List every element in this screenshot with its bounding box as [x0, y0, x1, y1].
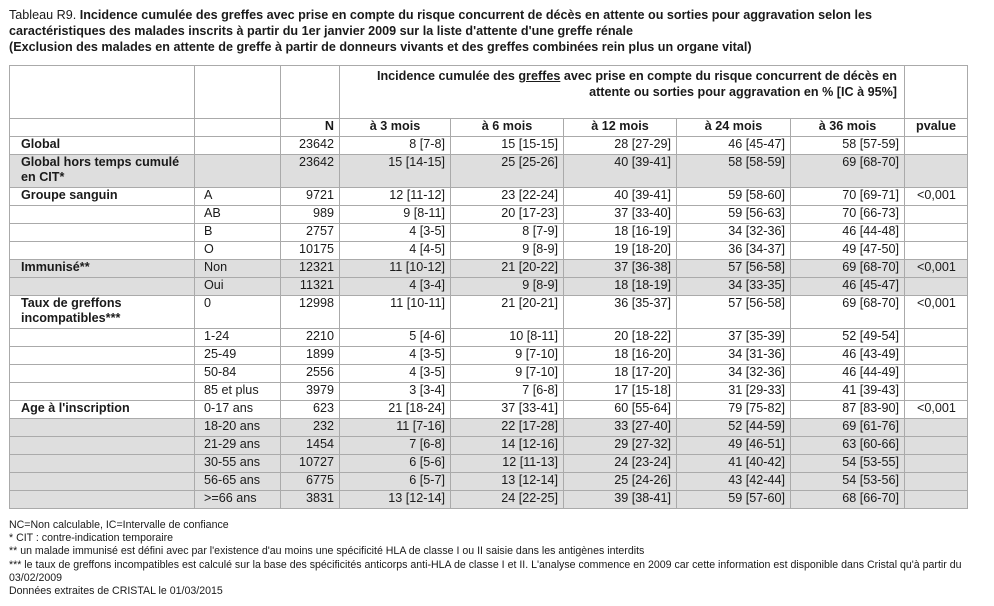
col-header-36-mois: à 36 mois [791, 119, 905, 137]
row-label [10, 329, 195, 347]
cell-6-mois: 21 [20-22] [451, 260, 564, 278]
table-row [10, 437, 968, 455]
cell-pvalue [905, 347, 968, 365]
cell-3-mois: 5 [4-6] [340, 329, 451, 347]
footnote: *** le taux de greffons incompatibles est calculé sur la base des spécificités anticorps anti-HLA de classe I et II. L'analyse commence en 2009 car cette information est disponible dans Cristal qu'à partir du 03/02/2009 [9, 558, 962, 584]
incidence-table [9, 65, 968, 509]
cell-6-mois: 10 [8-11] [451, 329, 564, 347]
cell-36-mois: 69 [68-70] [791, 260, 905, 278]
cell-n: 23642 [281, 137, 340, 155]
table-row [10, 206, 968, 224]
table-body [10, 137, 968, 509]
table-row [10, 296, 968, 329]
cell-12-mois: 18 [17-20] [564, 365, 677, 383]
cell-pvalue [905, 206, 968, 224]
cell-3-mois: 4 [3-4] [340, 278, 451, 296]
cell-24-mois: 34 [32-36] [677, 224, 791, 242]
table-row [10, 455, 968, 473]
cell-3-mois: 7 [6-8] [340, 437, 451, 455]
table-row [10, 383, 968, 401]
cell-n: 12998 [281, 296, 340, 329]
row-sublabel: 1-24 [195, 329, 281, 347]
row-sublabel: O [195, 242, 281, 260]
cell-24-mois: 37 [35-39] [677, 329, 791, 347]
cell-12-mois: 40 [39-41] [564, 188, 677, 206]
cell-6-mois: 15 [15-15] [451, 137, 564, 155]
table-row [10, 473, 968, 491]
cell-24-mois: 34 [31-36] [677, 347, 791, 365]
cell-n: 989 [281, 206, 340, 224]
cell-n: 9721 [281, 188, 340, 206]
cell-24-mois: 43 [42-44] [677, 473, 791, 491]
cell-n: 3979 [281, 383, 340, 401]
cell-n: 2210 [281, 329, 340, 347]
table-caption: Incidence cumulée des greffes avec prise en compte du risque concurrent de décès en attente ou sorties pour aggravation en % [IC à 95%] [340, 66, 905, 119]
cell-n: 12321 [281, 260, 340, 278]
row-sublabel: 50-84 [195, 365, 281, 383]
cell-12-mois: 17 [15-18] [564, 383, 677, 401]
cell-3-mois: 9 [8-11] [340, 206, 451, 224]
cell-pvalue [905, 155, 968, 188]
cell-n: 3831 [281, 491, 340, 509]
cell-3-mois: 11 [10-12] [340, 260, 451, 278]
header-row [10, 119, 968, 137]
cell-36-mois: 46 [44-48] [791, 224, 905, 242]
table-row [10, 365, 968, 383]
footnotes [9, 519, 984, 598]
table-row [10, 260, 968, 278]
cell-24-mois: 58 [58-59] [677, 155, 791, 188]
cell-3-mois: 4 [3-5] [340, 224, 451, 242]
source-note: Données extraites de CRISTAL le 01/03/2015 [9, 585, 223, 598]
cell-3-mois: 6 [5-6] [340, 455, 451, 473]
col-header-3-mois: à 3 mois [340, 119, 451, 137]
cell-36-mois: 41 [39-43] [791, 383, 905, 401]
cell-n: 1899 [281, 347, 340, 365]
row-sublabel: Oui [195, 278, 281, 296]
table-row [10, 188, 968, 206]
table-row [10, 242, 968, 260]
table-title [9, 7, 984, 55]
row-label [10, 365, 195, 383]
cell-3-mois: 12 [11-12] [340, 188, 451, 206]
col-header-6-mois: à 6 mois [451, 119, 564, 137]
cell-36-mois: 46 [43-49] [791, 347, 905, 365]
row-label: Immunisé** [10, 260, 195, 278]
cell-pvalue [905, 455, 968, 473]
cell-n: 10175 [281, 242, 340, 260]
header-caption-row [10, 66, 968, 119]
cell-n: 6775 [281, 473, 340, 491]
cell-pvalue [905, 491, 968, 509]
cell-pvalue [905, 365, 968, 383]
table-row [10, 155, 968, 188]
cell-36-mois: 70 [69-71] [791, 188, 905, 206]
footnote: ** un malade immunisé est défini avec par l'existence d'au moins une spécificité HLA de classe I ou II saisie dans les antigènes interdits [9, 545, 645, 558]
cell-36-mois: 54 [53-56] [791, 473, 905, 491]
row-sublabel: A [195, 188, 281, 206]
row-sublabel: 85 et plus [195, 383, 281, 401]
cell-12-mois: 39 [38-41] [564, 491, 677, 509]
cell-24-mois: 36 [34-37] [677, 242, 791, 260]
row-label [10, 473, 195, 491]
cell-pvalue [905, 242, 968, 260]
table-row [10, 401, 968, 419]
cell-6-mois: 9 [7-10] [451, 347, 564, 365]
cell-12-mois: 25 [24-26] [564, 473, 677, 491]
cell-24-mois: 34 [33-35] [677, 278, 791, 296]
title-line-2: caractéristiques des malades inscrits à partir du 1er janvier 2009 sur la liste d'attente d'une greffe rénale [9, 24, 634, 38]
cell-6-mois: 20 [17-23] [451, 206, 564, 224]
title-line-3: (Exclusion des malades en attente de greffe à partir de donneurs vivants et des greffes combinées rein plus un organe vital) [9, 40, 752, 54]
cell-24-mois: 59 [56-63] [677, 206, 791, 224]
cell-3-mois: 11 [7-16] [340, 419, 451, 437]
cell-3-mois: 4 [3-5] [340, 347, 451, 365]
cell-3-mois: 6 [5-7] [340, 473, 451, 491]
row-label [10, 347, 195, 365]
cell-36-mois: 70 [66-73] [791, 206, 905, 224]
row-sublabel: B [195, 224, 281, 242]
cell-pvalue: <0,001 [905, 188, 968, 206]
cell-6-mois: 14 [12-16] [451, 437, 564, 455]
cell-12-mois: 18 [16-19] [564, 224, 677, 242]
row-label [10, 242, 195, 260]
cell-pvalue: <0,001 [905, 260, 968, 278]
cell-3-mois: 4 [4-5] [340, 242, 451, 260]
col-header-n: N [281, 119, 340, 137]
cell-n: 10727 [281, 455, 340, 473]
row-label: Groupe sanguin [10, 188, 195, 206]
cell-24-mois: 59 [58-60] [677, 188, 791, 206]
table-row [10, 419, 968, 437]
col-header-12-mois: à 12 mois [564, 119, 677, 137]
cell-36-mois: 69 [68-70] [791, 296, 905, 329]
footnote: * CIT : contre-indication temporaire [9, 532, 174, 545]
cell-n: 623 [281, 401, 340, 419]
empty-header-cell [195, 119, 281, 137]
cell-24-mois: 49 [46-51] [677, 437, 791, 455]
cell-6-mois: 8 [7-9] [451, 224, 564, 242]
cell-12-mois: 40 [39-41] [564, 155, 677, 188]
empty-header-cell [10, 119, 195, 137]
cell-6-mois: 9 [8-9] [451, 242, 564, 260]
row-label [10, 455, 195, 473]
cell-pvalue [905, 419, 968, 437]
row-label [10, 224, 195, 242]
cell-n: 11321 [281, 278, 340, 296]
table-row [10, 329, 968, 347]
cell-24-mois: 57 [56-58] [677, 296, 791, 329]
row-sublabel: 25-49 [195, 347, 281, 365]
cell-pvalue [905, 473, 968, 491]
row-sublabel [195, 137, 281, 155]
cell-pvalue [905, 224, 968, 242]
cell-3-mois: 21 [18-24] [340, 401, 451, 419]
cell-36-mois: 46 [44-49] [791, 365, 905, 383]
row-sublabel [195, 155, 281, 188]
row-label: Taux de greffons incompatibles*** [10, 296, 195, 329]
footnote: NC=Non calculable, IC=Intervalle de confiance [9, 519, 229, 531]
table-row [10, 137, 968, 155]
title-text-1: Incidence cumulée des greffes avec prise en compte du risque concurrent de décès en attente ou sorties pour aggravation selon les [79, 8, 872, 22]
cell-36-mois: 63 [60-66] [791, 437, 905, 455]
cell-24-mois: 57 [56-58] [677, 260, 791, 278]
cell-24-mois: 59 [57-60] [677, 491, 791, 509]
cell-12-mois: 19 [18-20] [564, 242, 677, 260]
row-sublabel: AB [195, 206, 281, 224]
cell-3-mois: 3 [3-4] [340, 383, 451, 401]
row-label [10, 419, 195, 437]
cell-12-mois: 29 [27-32] [564, 437, 677, 455]
col-header-24-mois: à 24 mois [677, 119, 791, 137]
row-label: Global hors temps cumulé en CIT* [10, 155, 195, 188]
cell-12-mois: 33 [27-40] [564, 419, 677, 437]
row-label [10, 278, 195, 296]
cell-n: 2556 [281, 365, 340, 383]
table-number: Tableau R9. [9, 8, 77, 22]
cell-pvalue [905, 278, 968, 296]
cell-pvalue [905, 329, 968, 347]
cell-12-mois: 36 [35-37] [564, 296, 677, 329]
cell-12-mois: 20 [18-22] [564, 329, 677, 347]
cell-6-mois: 7 [6-8] [451, 383, 564, 401]
cell-12-mois: 28 [27-29] [564, 137, 677, 155]
table-row [10, 347, 968, 365]
cell-pvalue [905, 383, 968, 401]
cell-pvalue [905, 137, 968, 155]
cell-pvalue [905, 437, 968, 455]
table-row [10, 224, 968, 242]
cell-6-mois: 37 [33-41] [451, 401, 564, 419]
cell-36-mois: 69 [68-70] [791, 155, 905, 188]
cell-36-mois: 87 [83-90] [791, 401, 905, 419]
cell-n: 2757 [281, 224, 340, 242]
row-sublabel: Non [195, 260, 281, 278]
cell-n: 232 [281, 419, 340, 437]
cell-36-mois: 52 [49-54] [791, 329, 905, 347]
cell-6-mois: 23 [22-24] [451, 188, 564, 206]
cell-36-mois: 49 [47-50] [791, 242, 905, 260]
cell-12-mois: 37 [33-40] [564, 206, 677, 224]
cell-3-mois: 4 [3-5] [340, 365, 451, 383]
table-row [10, 491, 968, 509]
row-label [10, 437, 195, 455]
cell-36-mois: 69 [61-76] [791, 419, 905, 437]
row-label [10, 491, 195, 509]
cell-36-mois: 46 [45-47] [791, 278, 905, 296]
cell-36-mois: 58 [57-59] [791, 137, 905, 155]
cell-6-mois: 9 [8-9] [451, 278, 564, 296]
cell-24-mois: 52 [44-59] [677, 419, 791, 437]
cell-12-mois: 24 [23-24] [564, 455, 677, 473]
col-header-pvalue: pvalue [905, 119, 968, 137]
title-line-1 [9, 7, 984, 23]
row-label [10, 383, 195, 401]
cell-3-mois: 11 [10-11] [340, 296, 451, 329]
cell-12-mois: 60 [55-64] [564, 401, 677, 419]
row-label: Global [10, 137, 195, 155]
cell-n: 23642 [281, 155, 340, 188]
cell-3-mois: 8 [7-8] [340, 137, 451, 155]
cell-12-mois: 18 [18-19] [564, 278, 677, 296]
empty-header-cell [195, 66, 281, 119]
cell-6-mois: 22 [17-28] [451, 419, 564, 437]
row-sublabel: 0-17 ans [195, 401, 281, 419]
cell-36-mois: 54 [53-55] [791, 455, 905, 473]
cell-pvalue: <0,001 [905, 401, 968, 419]
cell-24-mois: 41 [40-42] [677, 455, 791, 473]
row-sublabel: 30-55 ans [195, 455, 281, 473]
cell-6-mois: 12 [11-13] [451, 455, 564, 473]
table-row [10, 278, 968, 296]
cell-3-mois: 13 [12-14] [340, 491, 451, 509]
cell-pvalue: <0,001 [905, 296, 968, 329]
row-label [10, 206, 195, 224]
cell-24-mois: 79 [75-82] [677, 401, 791, 419]
row-sublabel: 21-29 ans [195, 437, 281, 455]
cell-6-mois: 21 [20-21] [451, 296, 564, 329]
row-sublabel: >=66 ans [195, 491, 281, 509]
row-sublabel: 0 [195, 296, 281, 329]
cell-6-mois: 9 [7-10] [451, 365, 564, 383]
row-sublabel: 18-20 ans [195, 419, 281, 437]
cell-24-mois: 31 [29-33] [677, 383, 791, 401]
cell-24-mois: 46 [45-47] [677, 137, 791, 155]
empty-header-cell [10, 66, 195, 119]
cell-36-mois: 68 [66-70] [791, 491, 905, 509]
row-label: Age à l'inscription [10, 401, 195, 419]
cell-12-mois: 37 [36-38] [564, 260, 677, 278]
row-sublabel: 56-65 ans [195, 473, 281, 491]
cell-6-mois: 13 [12-14] [451, 473, 564, 491]
cell-24-mois: 34 [32-36] [677, 365, 791, 383]
cell-12-mois: 18 [16-20] [564, 347, 677, 365]
cell-3-mois: 15 [14-15] [340, 155, 451, 188]
cell-6-mois: 24 [22-25] [451, 491, 564, 509]
cell-n: 1454 [281, 437, 340, 455]
cell-6-mois: 25 [25-26] [451, 155, 564, 188]
empty-header-cell [905, 66, 968, 119]
empty-header-cell [281, 66, 340, 119]
